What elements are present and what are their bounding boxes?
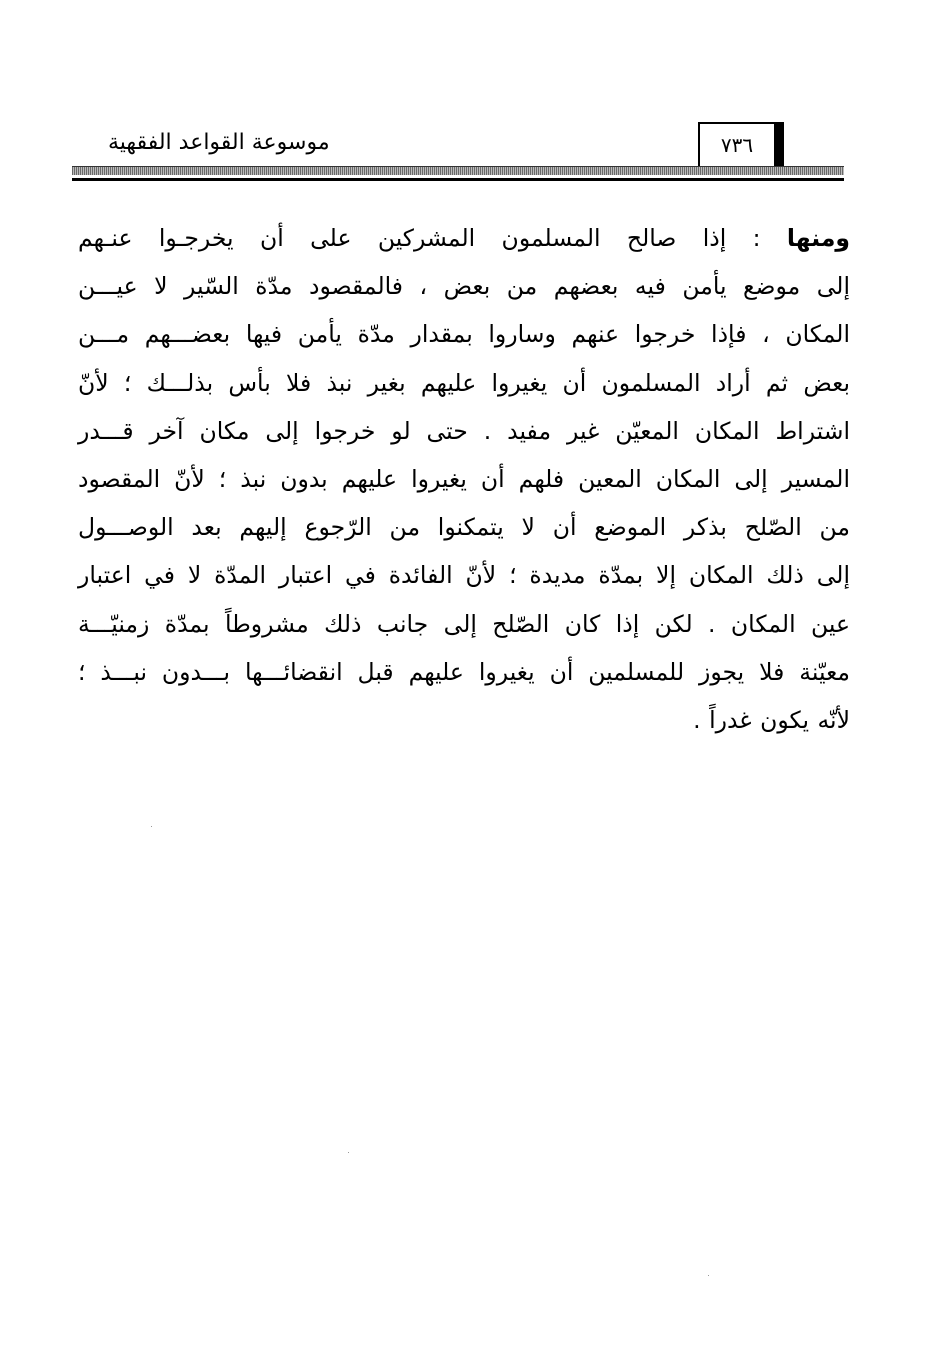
text-line-3: المكان ، فإذا خرجوا عنهم وساروا بمقدار مدّة يأمن فيها بعضـــهم مـــن [78, 320, 850, 349]
scan-speck [151, 826, 152, 827]
scan-speck [708, 1275, 709, 1276]
scan-speck [348, 1152, 349, 1153]
text-line-8: إلى ذلك المكان إلا بمدّة مديدة ؛ لأنّ الفائدة في اعتبار المدّة لا في اعتبار [78, 561, 850, 590]
header-rule-line [72, 178, 844, 181]
text-line-11: لأنّه يكون غدراً . [693, 705, 850, 734]
text-line-5: اشتراط المكان المعيّن غير مفيد . حتى لو خرجوا إلى مكان آخر قـــدر [78, 416, 850, 445]
page-header [72, 118, 844, 188]
page-number-bar [776, 122, 784, 168]
text-line-1-rest: : إذا صالح المسلمون المشركين على أن يخرجـوا عنـهم [78, 224, 761, 252]
lead-word: ومنها [786, 224, 850, 252]
text-line-9: عين المكان . لكن إذا كان الصّلح إلى جانب ذلك مشروطاً بمدّة زمنيّـــة [78, 609, 850, 638]
text-line-10: معيّنة فلا يجوز للمسلمين أن يغيروا عليهم قبل انقضائـــها بـــدون نبـــذ ؛ [78, 657, 850, 686]
text-line-7: من الصّلح بذكر الموضع أن لا يتمكنوا من الرّجوع إليهم بعد الوصـــول [78, 513, 850, 542]
text-line-2: إلى موضع يأمن فيه بعضهم من بعض ، فالمقصود مدّة السّير لا عيـــن [78, 272, 850, 301]
text-line-4: بعض ثم أراد المسلمون أن يغيروا عليهم بغير نبذ فلا بأس بذلـــك ؛ لأنّ [78, 368, 850, 397]
text-line-1 [78, 214, 850, 262]
body-paragraph [78, 214, 850, 744]
header-rule-band [72, 166, 844, 175]
page-number: ٧٣٦ [698, 122, 776, 166]
book-title: موسوعة القواعد الفقهية [108, 130, 330, 155]
text-line-6: المسير إلى المكان المعين فلهم أن يغيروا عليهم بدون نبذ ؛ لأنّ المقصود [78, 464, 850, 493]
